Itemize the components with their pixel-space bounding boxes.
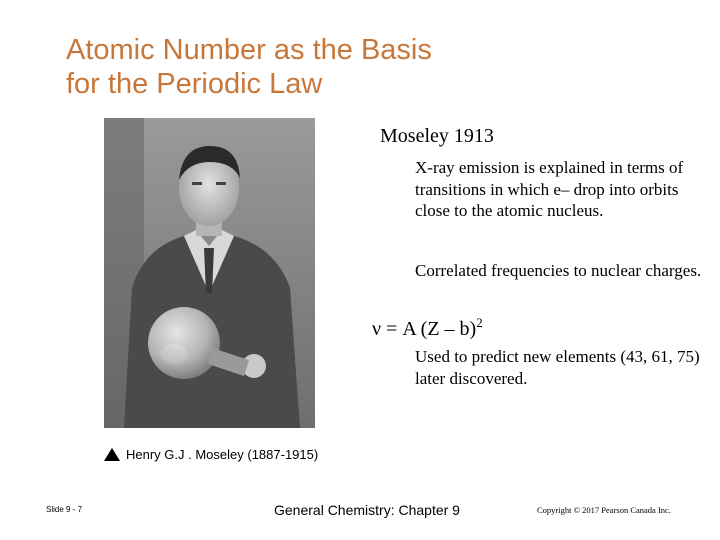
photo-caption [104, 447, 318, 462]
formula-exponent: 2 [476, 315, 483, 330]
photo-caption-text: Henry G.J . Moseley (1887-1915) [126, 447, 319, 462]
slide-title [66, 33, 626, 101]
moseley-formula [372, 311, 483, 341]
slide-number: Slide 9 - 7 [46, 505, 83, 514]
slide-title-line-1: Atomic Number as the Basis [66, 34, 432, 66]
paragraph-predict-elements: Used to predict new elements (43, 61, 75) later discovered. [415, 347, 700, 388]
footer-copyright: Copyright © 2017 Pearson Canada Inc. [537, 505, 671, 515]
slide-title-line-2: for the Periodic Law [66, 68, 323, 100]
triangle-pointer-icon [104, 448, 120, 461]
moseley-portrait-photo [104, 118, 315, 428]
paragraph-xray-emission: X-ray emission is explained in terms of transitions in which e– drop into orbits close to the atomic nucleus. [415, 158, 684, 220]
paragraph-correlated-frequencies: Correlated frequencies to nuclear charges. [415, 261, 702, 280]
section-heading: Moseley 1913 [380, 125, 494, 147]
footer-course-title: General Chemistry: Chapter 9 [274, 502, 460, 518]
formula-main: ν = A (Z – b) [372, 318, 477, 340]
